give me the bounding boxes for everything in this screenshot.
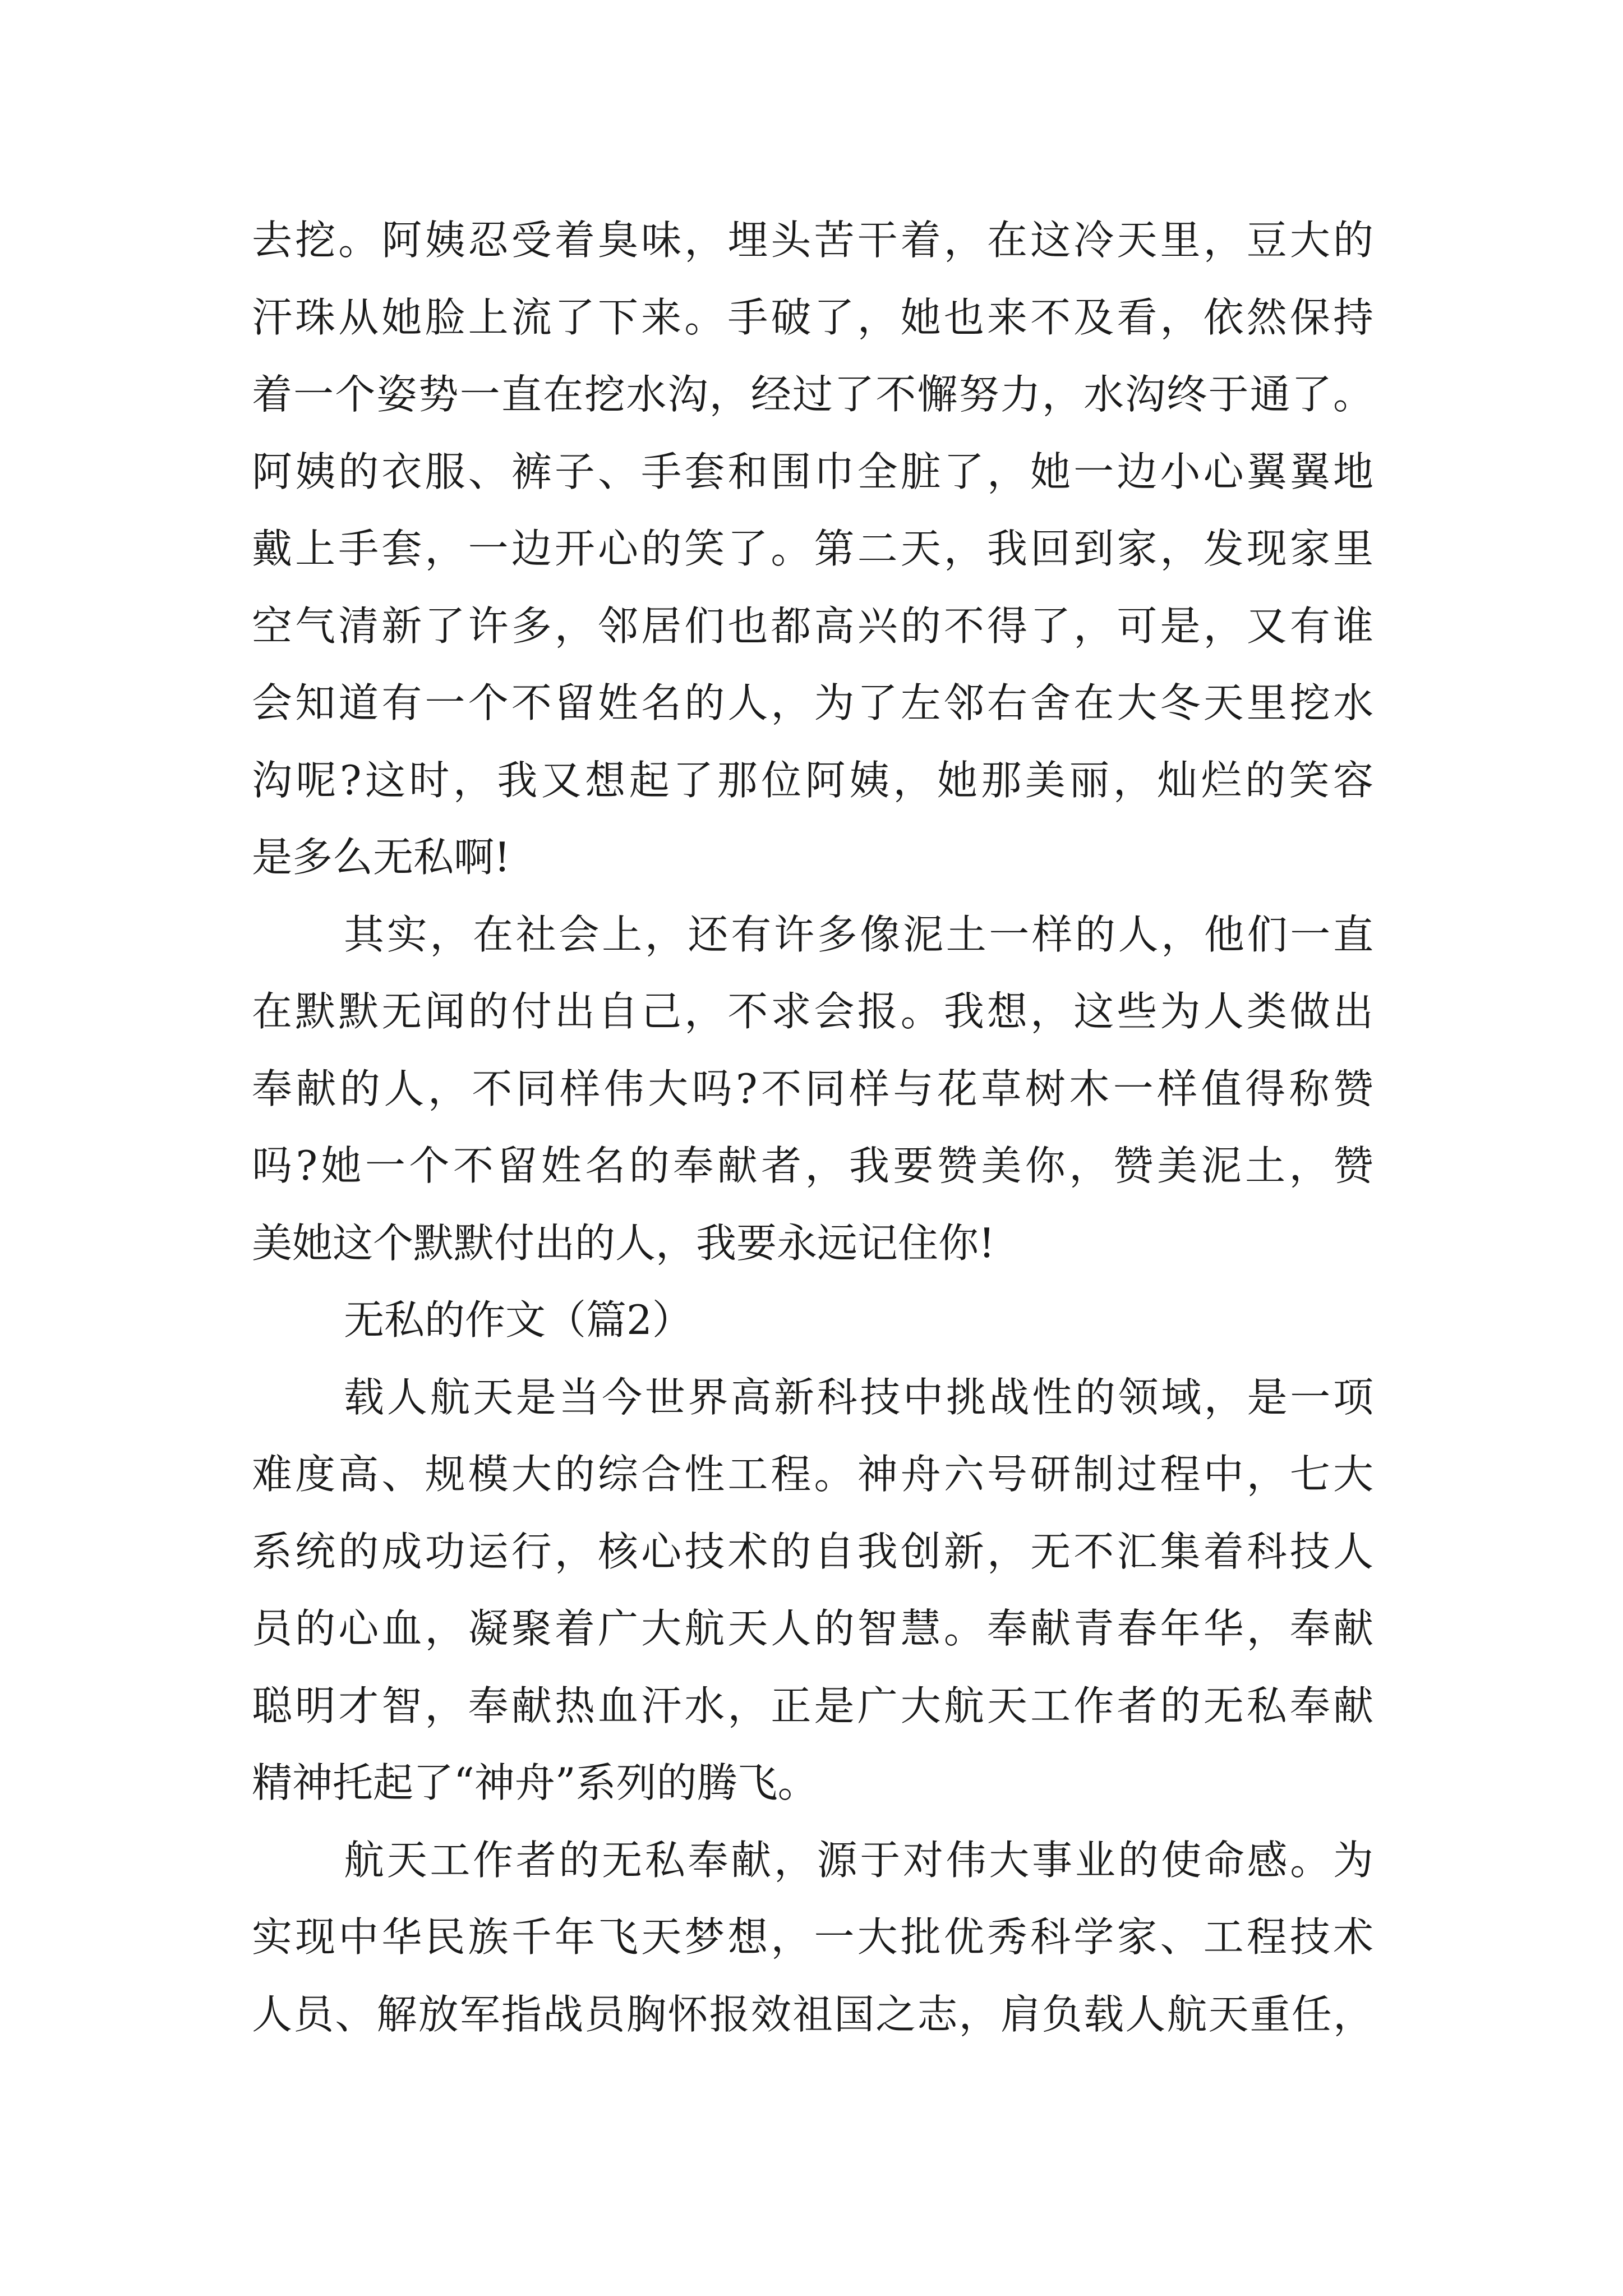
text-line bbox=[252, 819, 1373, 896]
text-line bbox=[252, 1822, 1373, 1899]
text-line-content: 在默默无闻的付出自己，不求会报。我想，这些为人类做出 bbox=[252, 988, 1373, 1035]
text-line-content: 人员、解放军指战员胸怀报效祖国之志，肩负载人航天重任， bbox=[252, 1990, 1373, 2038]
text-line-content: 去挖。阿姨忍受着臭味，埋头苦干着，在这冷天里，豆大的 bbox=[252, 217, 1373, 264]
text-line-content: 员的心血，凝聚着广大航天人的智慧。奉献青春年华，奉献 bbox=[252, 1605, 1373, 1652]
text-line bbox=[252, 279, 1373, 357]
text-line bbox=[252, 665, 1373, 742]
text-line-content: 吗?她一个不留姓名的奉献者，我要赞美你，赞美泥土，赞 bbox=[252, 1142, 1373, 1189]
text-line-content: 汗珠从她脸上流了下来。手破了，她也来不及看，依然保持 bbox=[252, 293, 1373, 341]
text-line bbox=[252, 588, 1373, 665]
text-line-content: 载人航天是当今世界高新科技中挑战性的领域，是一项 bbox=[344, 1373, 1373, 1421]
text-line-content: 难度高、规模大的综合性工程。神舟六号研制过程中，七大 bbox=[252, 1451, 1373, 1498]
text-line-content: 实现中华民族千年飞天梦想，一大批优秀科学家、工程技术 bbox=[252, 1913, 1373, 1961]
text-line bbox=[252, 1128, 1373, 1205]
text-line-content: 聪明才智，奉献热血汗水，正是广大航天工作者的无私奉献 bbox=[252, 1682, 1373, 1729]
text-line bbox=[252, 1745, 1373, 1822]
text-line-content: 航天工作者的无私奉献，源于对伟大事业的使命感。为 bbox=[344, 1836, 1373, 1884]
text-line bbox=[252, 1899, 1373, 1976]
text-line-content: 无私的作文（篇2） bbox=[344, 1296, 693, 1343]
document-page bbox=[252, 202, 1373, 2053]
text-line-content: 阿姨的衣服、裤子、手套和围巾全脏了，她一边小心翼翼地 bbox=[252, 448, 1373, 495]
text-line bbox=[252, 1668, 1373, 1745]
text-line bbox=[252, 896, 1373, 974]
text-line-content: 沟呢?这时，我又想起了那位阿姨，她那美丽，灿烂的笑容 bbox=[252, 756, 1373, 804]
text-line-content: 空气清新了许多，邻居们也都高兴的不得了，可是，又有谁 bbox=[252, 602, 1373, 650]
text-line-content: 其实，在社会上，还有许多像泥土一样的人，他们一直 bbox=[344, 910, 1373, 958]
text-line bbox=[252, 434, 1373, 511]
text-line bbox=[252, 202, 1373, 279]
text-line bbox=[252, 973, 1373, 1051]
text-line bbox=[252, 1513, 1373, 1591]
text-line bbox=[252, 1590, 1373, 1668]
text-line bbox=[252, 1359, 1373, 1437]
text-line-content: 奉献的人，不同样伟大吗?不同样与花草树木一样值得称赞 bbox=[252, 1065, 1373, 1112]
text-line-content: 是多么无私啊! bbox=[252, 834, 510, 881]
text-line-content: 着一个姿势一直在挖水沟，经过了不懈努力，水沟终于通了。 bbox=[252, 371, 1373, 418]
text-line-content: 会知道有一个不留姓名的人，为了左邻右舍在大冬天里挖水 bbox=[252, 679, 1373, 726]
text-line-content: 系统的成功运行，核心技术的自我创新，无不汇集着科技人 bbox=[252, 1527, 1373, 1575]
text-line-content: 戴上手套，一边开心的笑了。第二天，我回到家，发现家里 bbox=[252, 525, 1373, 572]
text-line bbox=[252, 1282, 1373, 1359]
text-line bbox=[252, 1205, 1373, 1282]
text-line bbox=[252, 510, 1373, 588]
text-line-content: 美她这个默默付出的人，我要永远记住你! bbox=[252, 1219, 995, 1267]
text-line bbox=[252, 1051, 1373, 1128]
text-line bbox=[252, 1436, 1373, 1513]
text-line bbox=[252, 742, 1373, 820]
text-line bbox=[252, 1976, 1373, 2054]
text-line-content: 精神托起了“神舟”系列的腾飞。 bbox=[252, 1759, 818, 1806]
text-line bbox=[252, 356, 1373, 434]
